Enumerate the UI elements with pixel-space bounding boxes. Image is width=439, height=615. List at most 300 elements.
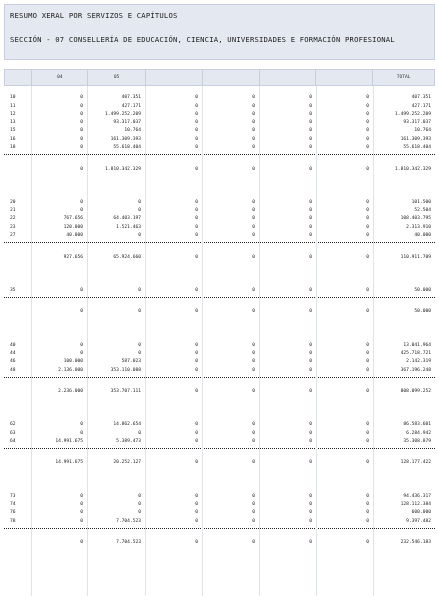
table-row <box>4 518 435 526</box>
row-value-cell: 0 <box>309 254 312 260</box>
spacer-row <box>4 484 435 492</box>
row-value-cell: 0 <box>138 350 141 356</box>
row-value-cell: 0 <box>309 389 312 395</box>
row-value-cell: 0 <box>195 287 198 293</box>
column-header-6 <box>316 70 373 85</box>
table-row <box>4 438 435 446</box>
row-value-cell: 0 <box>309 145 312 151</box>
row-value-cell: 0 <box>309 224 312 230</box>
row-value-cell: 0 <box>195 166 198 172</box>
row-value-cell: 0 <box>366 342 369 348</box>
row-value-cell: 0 <box>252 359 255 365</box>
row-value-cell: 0 <box>138 287 141 293</box>
row-value-cell: 0 <box>252 422 255 428</box>
row-value-cell: 0 <box>195 136 198 142</box>
row-value-cell: 0 <box>366 199 369 205</box>
row-value-cell: 0 <box>309 128 312 134</box>
column-divider <box>202 86 203 596</box>
subtotal-row <box>4 254 435 262</box>
row-value-cell: 0 <box>366 254 369 260</box>
row-value-cell: 40.000 <box>66 233 83 239</box>
row-value-cell: 367.196.248 <box>400 367 431 373</box>
row-value-cell: 0 <box>366 166 369 172</box>
row-value-cell: 808.099.252 <box>400 389 431 395</box>
row-value-cell: 0 <box>80 199 83 205</box>
row-value-cell: 0 <box>252 208 255 214</box>
row-value-cell: 0 <box>309 120 312 126</box>
row-value-cell: 1.810.342.329 <box>105 166 141 172</box>
row-value-cell: 0 <box>366 430 369 436</box>
row-value-cell: 0 <box>366 518 369 524</box>
subtotal-row <box>4 539 435 547</box>
row-value-cell: 427.171 <box>411 103 431 109</box>
row-value-cell: 0 <box>195 342 198 348</box>
subtotal-row <box>4 388 435 396</box>
row-code-cell <box>4 539 31 547</box>
table-row <box>4 287 435 295</box>
row-value-cell: 0 <box>252 518 255 524</box>
row-value-cell: 128.112.384 <box>400 501 431 507</box>
row-value-cell: 0 <box>366 389 369 395</box>
row-value-cell: 0 <box>366 145 369 151</box>
column-divider <box>259 86 260 596</box>
column-divider <box>31 86 32 596</box>
row-value-cell: 0 <box>195 460 198 466</box>
row-value-cell: 0 <box>252 350 255 356</box>
row-value-cell: 600.000 <box>411 510 431 516</box>
row-value-cell: 0 <box>195 95 198 101</box>
spacer-row <box>4 300 435 308</box>
row-value-cell: 93.317.037 <box>403 120 431 126</box>
table-row <box>4 501 435 509</box>
row-value-cell: 407.351 <box>411 95 431 101</box>
row-value-cell: 0 <box>138 208 141 214</box>
table-row <box>4 207 435 215</box>
row-value-cell: 0 <box>309 430 312 436</box>
row-value-cell: 0 <box>366 128 369 134</box>
row-value-cell: 0 <box>366 422 369 428</box>
row-value-cell: 128.177.422 <box>400 460 431 466</box>
table-row <box>4 94 435 102</box>
row-value-cell: 0 <box>252 111 255 117</box>
row-value-cell: 0 <box>366 540 369 546</box>
row-value-cell: 353.110.088 <box>110 367 141 373</box>
row-value-cell: 0 <box>80 145 83 151</box>
subtotal-separator <box>4 375 435 378</box>
row-value-cell: 0 <box>80 128 83 134</box>
row-value-cell: 108.403.795 <box>400 216 431 222</box>
row-code-cell: 76 <box>10 510 16 516</box>
row-value-cell: 14.991.675 <box>55 438 83 444</box>
row-code-cell: 46 <box>10 359 16 365</box>
spacer-row <box>4 317 435 325</box>
row-value-cell: 110.911.709 <box>400 254 431 260</box>
column-header-3 <box>146 70 203 85</box>
table-row <box>4 215 435 223</box>
row-value-cell: 0 <box>309 287 312 293</box>
row-value-cell: 0 <box>195 422 198 428</box>
spacer-row <box>4 451 435 459</box>
row-value-cell: 7.704.523 <box>116 540 141 546</box>
row-value-cell: 0 <box>252 103 255 109</box>
row-value-cell: 13.041.964 <box>403 342 431 348</box>
row-value-cell: 0 <box>195 389 198 395</box>
row-value-cell: 0 <box>195 438 198 444</box>
row-code-cell: 78 <box>10 518 16 524</box>
row-value-cell: 0 <box>252 309 255 315</box>
row-value-cell: 0 <box>252 510 255 516</box>
subtotal-separator <box>4 526 435 529</box>
row-value-cell: 0 <box>252 224 255 230</box>
row-value-cell: 0 <box>138 501 141 507</box>
subtotal-row <box>4 308 435 316</box>
row-value-cell: 14.862.654 <box>113 422 141 428</box>
row-value-cell: 0 <box>80 111 83 117</box>
row-value-cell: 0 <box>80 510 83 516</box>
row-value-cell: 0 <box>252 120 255 126</box>
row-value-cell: 0 <box>138 430 141 436</box>
row-code-cell: 12 <box>10 111 16 117</box>
row-code-cell: 63 <box>10 430 16 436</box>
row-value-cell: 0 <box>366 359 369 365</box>
row-value-cell: 0 <box>366 208 369 214</box>
row-value-cell: 587.023 <box>121 359 141 365</box>
row-value-cell: 353.707.111 <box>110 389 141 395</box>
row-value-cell: 65.924.660 <box>113 254 141 260</box>
row-value-cell: 0 <box>80 493 83 499</box>
table-row <box>4 224 435 232</box>
row-value-cell: 7.704.523 <box>116 518 141 524</box>
subtotal-separator <box>4 240 435 243</box>
row-value-cell: 100.000 <box>63 359 83 365</box>
row-value-cell: 94.436.317 <box>403 493 431 499</box>
row-value-cell: 2.136.000 <box>58 367 83 373</box>
row-value-cell: 0 <box>309 460 312 466</box>
row-value-cell: 0 <box>309 342 312 348</box>
row-value-cell: 2.142.319 <box>406 359 431 365</box>
spacer-row <box>4 86 435 94</box>
row-value-cell: 0 <box>195 510 198 516</box>
row-value-cell: 0 <box>309 359 312 365</box>
table-row <box>4 342 435 350</box>
row-code-cell: 44 <box>10 350 16 356</box>
row-value-cell: 0 <box>195 145 198 151</box>
row-value-cell: 0 <box>366 501 369 507</box>
row-value-cell: 0 <box>80 120 83 126</box>
row-value-cell: 0 <box>80 518 83 524</box>
spacer-row <box>4 468 435 476</box>
row-value-cell: 0 <box>80 350 83 356</box>
column-divider <box>145 86 146 596</box>
row-value-cell: 0 <box>252 540 255 546</box>
row-value-cell: 0 <box>195 493 198 499</box>
subtotal-row <box>4 166 435 174</box>
row-value-cell: 50.000 <box>414 287 431 293</box>
row-value-cell: 0 <box>195 199 198 205</box>
row-code-cell: 20 <box>10 199 16 205</box>
row-code-cell: 21 <box>10 208 16 214</box>
row-value-cell: 0 <box>138 199 141 205</box>
spacer-row <box>4 325 435 333</box>
row-value-cell: 9.397.482 <box>406 518 431 524</box>
table-row <box>4 493 435 501</box>
row-code-cell: 62 <box>10 422 16 428</box>
column-divider <box>316 86 317 596</box>
spacer-row <box>4 182 435 190</box>
row-value-cell: 0 <box>309 510 312 516</box>
row-value-cell: 0 <box>252 216 255 222</box>
table-row <box>4 421 435 429</box>
row-code-cell: 27 <box>10 233 16 239</box>
row-value-cell: 0 <box>252 128 255 134</box>
row-value-cell: 0 <box>252 342 255 348</box>
row-value-cell: 0 <box>80 309 83 315</box>
row-value-cell: 0 <box>309 103 312 109</box>
row-code-cell <box>4 254 31 262</box>
row-value-cell: 93.317.037 <box>113 120 141 126</box>
row-value-cell: 0 <box>195 216 198 222</box>
row-value-cell: 0 <box>252 95 255 101</box>
row-value-cell: 101.500 <box>411 199 431 205</box>
row-code-cell: 74 <box>10 501 16 507</box>
row-value-cell: 0 <box>366 216 369 222</box>
spacer-row <box>4 174 435 182</box>
report-header <box>4 4 435 60</box>
row-value-cell: 0 <box>252 389 255 395</box>
row-value-cell: 0 <box>309 111 312 117</box>
row-value-cell: 0 <box>366 103 369 109</box>
row-code-cell <box>4 459 31 467</box>
row-value-cell: 0 <box>80 103 83 109</box>
row-value-cell: 0 <box>138 233 141 239</box>
row-value-cell: 0 <box>252 438 255 444</box>
row-value-cell: 64.403.197 <box>113 216 141 222</box>
row-value-cell: 0 <box>80 430 83 436</box>
spacer-row <box>4 531 435 539</box>
column-divider <box>87 86 88 596</box>
row-value-cell: 427.171 <box>121 103 141 109</box>
row-value-cell: 0 <box>309 166 312 172</box>
row-code-cell: 15 <box>10 128 16 134</box>
row-value-cell: 1.499.252.209 <box>105 111 141 117</box>
row-value-cell: 0 <box>252 460 255 466</box>
row-code-cell <box>4 166 31 174</box>
column-header-5 <box>260 70 317 85</box>
row-value-cell: 0 <box>252 145 255 151</box>
row-value-cell: 10.764 <box>414 128 431 134</box>
row-value-cell: 0 <box>309 136 312 142</box>
spacer-row <box>4 333 435 341</box>
spacer-row <box>4 396 435 404</box>
row-code-cell: 35 <box>10 287 16 293</box>
row-value-cell: 0 <box>195 309 198 315</box>
row-value-cell: 0 <box>80 136 83 142</box>
row-value-cell: 0 <box>195 367 198 373</box>
row-value-cell: 0 <box>80 95 83 101</box>
row-value-cell: 120.000 <box>63 224 83 230</box>
row-value-cell: 0 <box>252 136 255 142</box>
row-value-cell: 0 <box>138 309 141 315</box>
row-value-cell: 0 <box>309 95 312 101</box>
row-value-cell: 1.521.463 <box>116 224 141 230</box>
row-value-cell: 0 <box>252 501 255 507</box>
row-value-cell: 0 <box>309 422 312 428</box>
row-value-cell: 0 <box>366 287 369 293</box>
row-value-cell: 0 <box>195 103 198 109</box>
row-code-cell: 22 <box>10 216 16 222</box>
row-value-cell: 425.718.721 <box>400 350 431 356</box>
row-value-cell: 0 <box>366 120 369 126</box>
row-value-cell: 0 <box>309 216 312 222</box>
row-code-cell: 16 <box>10 136 16 142</box>
row-value-cell: 0 <box>195 128 198 134</box>
row-value-cell: 0 <box>366 224 369 230</box>
table-row <box>4 509 435 517</box>
row-value-cell: 0 <box>252 199 255 205</box>
row-value-cell: 0 <box>80 540 83 546</box>
row-value-cell: 0 <box>309 540 312 546</box>
row-value-cell: 0 <box>252 254 255 260</box>
row-value-cell: 0 <box>195 224 198 230</box>
row-value-cell: 0 <box>80 422 83 428</box>
row-code-cell: 11 <box>10 103 16 109</box>
spacer-row <box>4 476 435 484</box>
row-value-cell: 0 <box>366 350 369 356</box>
row-value-cell: 0 <box>309 501 312 507</box>
row-value-cell: 86.583.601 <box>403 422 431 428</box>
table-row <box>4 111 435 119</box>
column-divider <box>373 86 374 596</box>
row-value-cell: 0 <box>309 493 312 499</box>
row-value-cell: 5.389.473 <box>116 438 141 444</box>
spacer-row <box>4 191 435 199</box>
row-value-cell: 0 <box>252 493 255 499</box>
row-value-cell: 1.810.342.329 <box>395 166 431 172</box>
row-code-cell: 40 <box>10 342 16 348</box>
row-value-cell: 0 <box>366 438 369 444</box>
row-value-cell: 0 <box>195 359 198 365</box>
row-value-cell: 20.252.127 <box>113 460 141 466</box>
row-value-cell: 52.504 <box>414 208 431 214</box>
column-header-2: 05 <box>88 70 146 85</box>
column-header-row <box>4 69 435 86</box>
spacer-row <box>4 245 435 253</box>
row-value-cell: 0 <box>195 350 198 356</box>
row-value-cell: 0 <box>138 342 141 348</box>
column-header-1: 04 <box>32 70 88 85</box>
row-value-cell: 0 <box>309 233 312 239</box>
table-row <box>4 136 435 144</box>
spacer-row <box>4 262 435 270</box>
row-value-cell: 0 <box>366 95 369 101</box>
row-value-cell: 1.499.252.209 <box>395 111 431 117</box>
row-code-cell: 18 <box>10 145 16 151</box>
row-value-cell: 161.309.393 <box>400 136 431 142</box>
spacer-row <box>4 405 435 413</box>
row-value-cell: 0 <box>80 166 83 172</box>
row-value-cell: 0 <box>309 367 312 373</box>
table-row <box>4 430 435 438</box>
row-value-cell: 0 <box>366 460 369 466</box>
row-value-cell: 0 <box>366 367 369 373</box>
table-row <box>4 199 435 207</box>
spacer-row <box>4 270 435 278</box>
row-value-cell: 0 <box>366 510 369 516</box>
column-header-4 <box>203 70 260 85</box>
row-value-cell: 55.618.404 <box>403 145 431 151</box>
row-value-cell: 0 <box>195 233 198 239</box>
row-value-cell: 0 <box>309 208 312 214</box>
table-row <box>4 358 435 366</box>
row-value-cell: 0 <box>80 342 83 348</box>
subtotal-separator <box>4 295 435 298</box>
row-value-cell: 0 <box>309 199 312 205</box>
row-value-cell: 0 <box>309 309 312 315</box>
row-value-cell: 10.764 <box>124 128 141 134</box>
row-value-cell: 55.618.404 <box>113 145 141 151</box>
row-value-cell: 40.000 <box>414 233 431 239</box>
row-value-cell: 161.309.393 <box>110 136 141 142</box>
row-code-cell <box>4 388 31 396</box>
row-code-cell: 64 <box>10 438 16 444</box>
row-value-cell: 0 <box>80 501 83 507</box>
row-value-cell: 0 <box>138 510 141 516</box>
row-value-cell: 0 <box>195 540 198 546</box>
table-row <box>4 232 435 240</box>
row-code-cell: 73 <box>10 493 16 499</box>
table-row <box>4 367 435 375</box>
row-value-cell: 0 <box>195 208 198 214</box>
row-value-cell: 927.656 <box>63 254 83 260</box>
row-value-cell: 0 <box>195 254 198 260</box>
subtotal-separator <box>4 152 435 155</box>
row-value-cell: 0 <box>195 430 198 436</box>
row-code-cell: 10 <box>10 95 16 101</box>
spacer-row <box>4 157 435 165</box>
row-value-cell: 0 <box>252 166 255 172</box>
row-value-cell: 0 <box>366 233 369 239</box>
row-value-cell: 0 <box>195 111 198 117</box>
section-title: SECCIÓN - 07 CONSELLERÍA DE EDUCACIÓN, CIENCIA, UNIVERSIDADES E FORMACIÓN PROFESIONAL <box>10 35 395 44</box>
row-value-cell: 0 <box>195 501 198 507</box>
table-row <box>4 144 435 152</box>
row-value-cell: 14.991.675 <box>55 460 83 466</box>
row-value-cell: 0 <box>366 493 369 499</box>
row-value-cell: 0 <box>195 518 198 524</box>
row-value-cell: 0 <box>252 287 255 293</box>
row-value-cell: 35.308.879 <box>403 438 431 444</box>
row-code-cell: 23 <box>10 224 16 230</box>
subtotal-separator <box>4 446 435 449</box>
row-value-cell: 0 <box>195 120 198 126</box>
spacer-row <box>4 380 435 388</box>
row-value-cell: 50.000 <box>414 309 431 315</box>
spacer-row <box>4 279 435 287</box>
table-row <box>4 127 435 135</box>
row-value-cell: 0 <box>80 287 83 293</box>
row-value-cell: 0 <box>309 350 312 356</box>
row-code-cell: 13 <box>10 120 16 126</box>
row-value-cell: 6.284.942 <box>406 430 431 436</box>
row-value-cell: 0 <box>366 136 369 142</box>
row-value-cell: 407.351 <box>121 95 141 101</box>
row-value-cell: 2.236.000 <box>58 389 83 395</box>
column-header-0 <box>5 70 32 85</box>
row-value-cell: 0 <box>366 111 369 117</box>
row-value-cell: 0 <box>309 518 312 524</box>
row-value-cell: 0 <box>252 430 255 436</box>
subtotal-row <box>4 459 435 467</box>
